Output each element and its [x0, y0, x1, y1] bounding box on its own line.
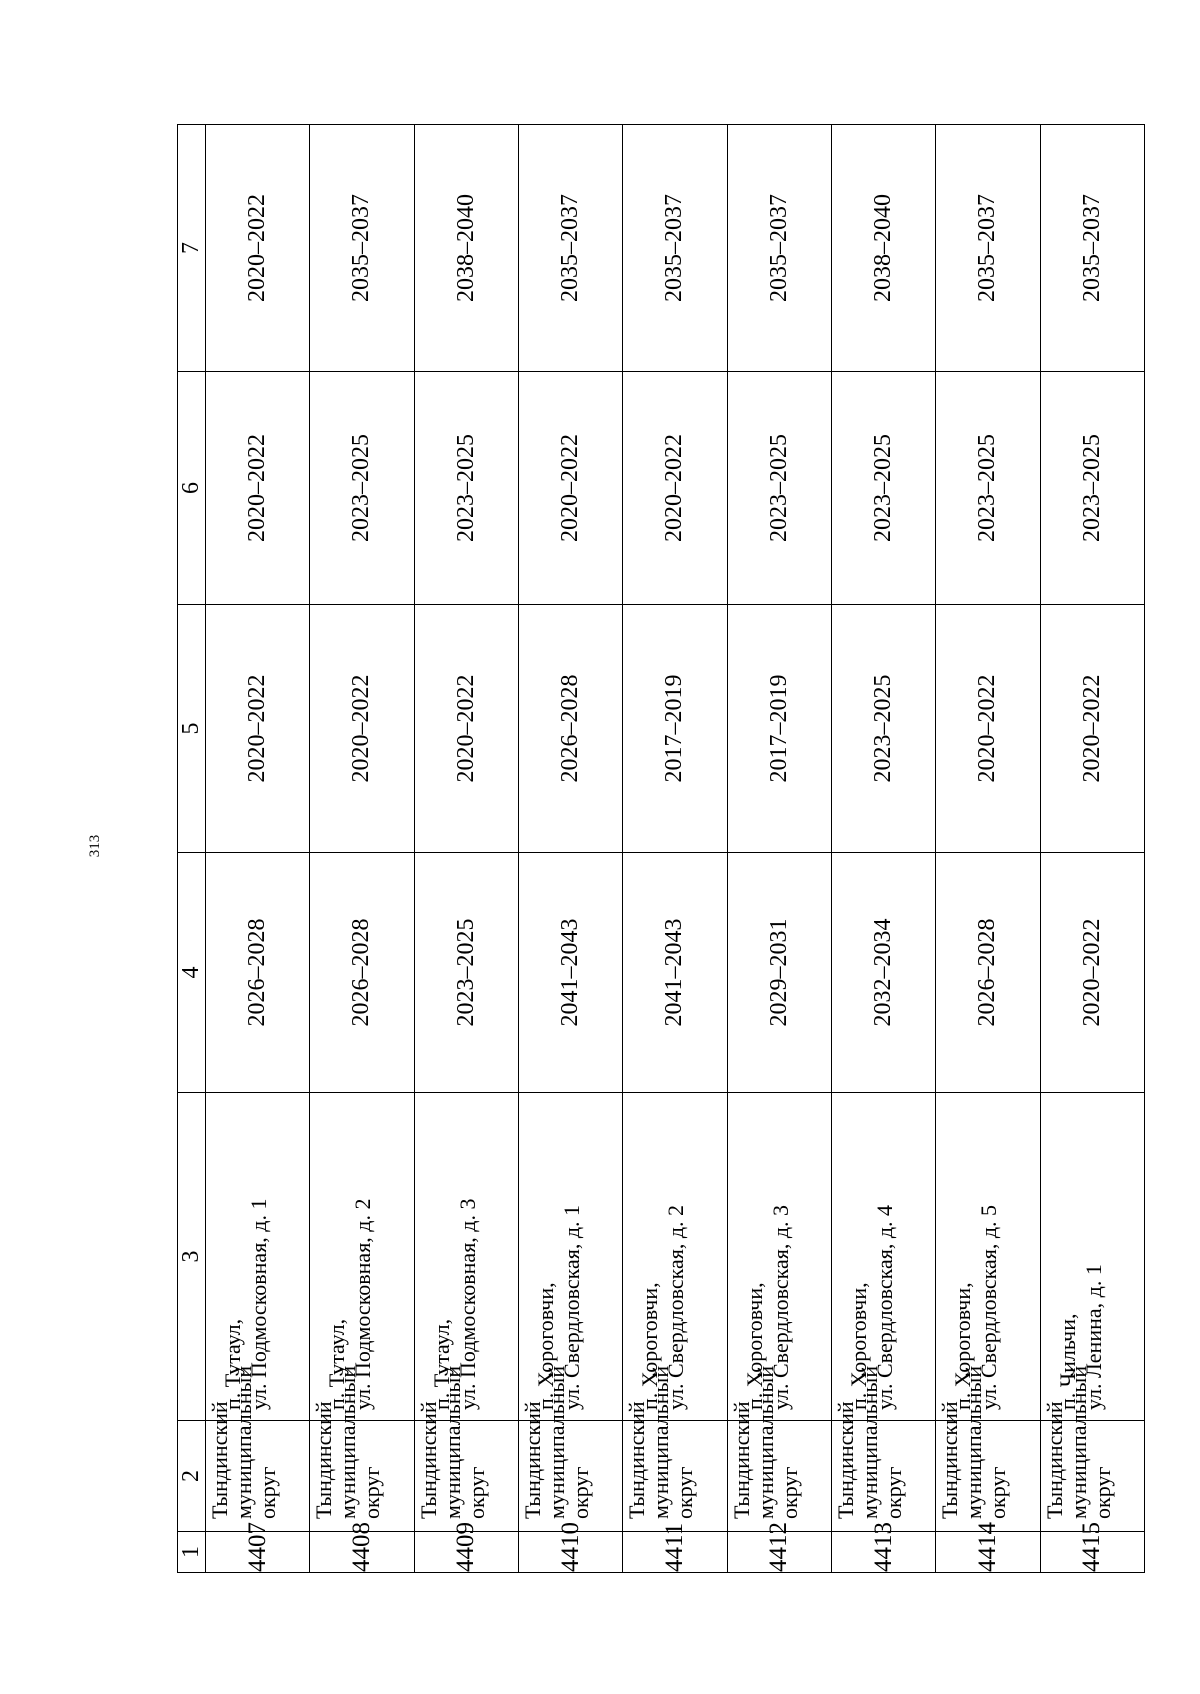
period-cell-5: 2026–2028 [518, 605, 622, 853]
table-row [310, 125, 414, 1573]
district-line: муниципальный [1065, 1365, 1091, 1519]
period-cell-5: 2017–2019 [727, 605, 831, 853]
district-line: муниципальный [335, 1365, 361, 1519]
period-cell-7: 2035–2037 [623, 125, 727, 372]
district-line: Тындинский [519, 1401, 545, 1519]
district-line: округ [985, 1466, 1011, 1519]
table-row [727, 125, 831, 1573]
district-cell [1040, 1365, 1144, 1532]
period-cell-7: 2020–2022 [206, 125, 310, 372]
row-number-cell: 4407 [206, 1532, 310, 1573]
district-cell [206, 1365, 310, 1532]
row-number-cell: 4413 [831, 1532, 935, 1573]
row-number-cell: 4414 [936, 1532, 1040, 1573]
column-header: 6 [178, 372, 206, 605]
district-line: округ [880, 1466, 906, 1519]
address-cell [831, 1093, 935, 1421]
district-line: округ [672, 1466, 698, 1519]
district-line: Тындинский [832, 1401, 858, 1519]
district-line: муниципальный [543, 1365, 569, 1519]
column-header: 3 [178, 1093, 206, 1421]
table-container [177, 125, 1145, 1573]
period-cell-7: 2035–2037 [936, 125, 1040, 372]
address-line: п. Чильчи, [1054, 1313, 1080, 1410]
period-cell-6: 2023–2025 [831, 372, 935, 605]
period-cell-7: 2038–2040 [831, 125, 935, 372]
period-cell-7: 2035–2037 [310, 125, 414, 372]
district-line: округ [1089, 1466, 1115, 1519]
table-row [414, 125, 518, 1573]
district-line: округ [359, 1466, 385, 1519]
address-line: п. Хороговчи, [845, 1282, 871, 1410]
address-line: п. Тутаул, [220, 1318, 245, 1410]
address-line: ул. Подмосковная, д. 3 [454, 1198, 480, 1410]
table-row [831, 125, 935, 1573]
address-cell [310, 1093, 414, 1421]
address-line: ул. Свердловская, д. 1 [558, 1204, 584, 1410]
period-cell-6: 2023–2025 [310, 372, 414, 605]
district-line: Тындинский [1041, 1401, 1067, 1519]
row-number-cell: 4408 [310, 1532, 414, 1573]
period-cell-4: 2029–2031 [727, 853, 831, 1093]
period-cell-7: 2035–2037 [1040, 125, 1144, 372]
period-cell-4: 2026–2028 [936, 853, 1040, 1093]
district-line: муниципальный [961, 1365, 987, 1519]
period-cell-6: 2023–2025 [936, 372, 1040, 605]
table-row [623, 125, 727, 1573]
row-number-cell: 4411 [623, 1532, 727, 1573]
period-cell-7: 2035–2037 [518, 125, 622, 372]
period-cell-4: 2026–2028 [206, 853, 310, 1093]
address-line: п. Хороговчи, [950, 1282, 976, 1410]
district-line: округ [567, 1466, 593, 1519]
address-line: ул. Свердловская, д. 3 [767, 1204, 793, 1410]
district-line: муниципальный [856, 1365, 882, 1519]
column-header: 7 [178, 125, 206, 372]
district-line: Тындинский [415, 1401, 441, 1519]
district-line: округ [463, 1466, 489, 1519]
district-line: округ [776, 1466, 802, 1519]
period-cell-4: 2023–2025 [414, 853, 518, 1093]
address-line: ул. Подмосковная, д. 1 [246, 1198, 271, 1410]
column-header: 1 [178, 1532, 206, 1573]
address-line: ул. Свердловская, д. 2 [663, 1204, 689, 1410]
period-cell-5: 2023–2025 [831, 605, 935, 853]
district-line: муниципальный [231, 1365, 256, 1519]
data-table [177, 124, 1145, 1573]
address-line: п. Тутаул, [428, 1318, 454, 1410]
period-cell-6: 2020–2022 [206, 372, 310, 605]
column-header: 2 [178, 1421, 206, 1532]
address-line: п. Тутаул, [324, 1318, 350, 1410]
district-cell [414, 1365, 518, 1532]
period-cell-4: 2041–2043 [518, 853, 622, 1093]
address-line: ул. Ленина, д. 1 [1080, 1264, 1106, 1410]
column-header: 4 [178, 853, 206, 1093]
address-cell [414, 1093, 518, 1421]
address-cell [1040, 1093, 1144, 1421]
header-row [178, 125, 206, 1573]
address-line: ул. Свердловская, д. 5 [976, 1204, 1002, 1410]
period-cell-4: 2026–2028 [310, 853, 414, 1093]
address-cell [727, 1093, 831, 1421]
period-cell-5: 2020–2022 [310, 605, 414, 853]
period-cell-4: 2032–2034 [831, 853, 935, 1093]
table-row [936, 125, 1040, 1573]
district-cell [310, 1365, 414, 1532]
address-cell [518, 1093, 622, 1421]
district-line: муниципальный [752, 1365, 778, 1519]
table-row [518, 125, 622, 1573]
period-cell-6: 2023–2025 [414, 372, 518, 605]
address-line: п. Хороговчи, [532, 1282, 558, 1410]
period-cell-6: 2020–2022 [518, 372, 622, 605]
period-cell-6: 2023–2025 [1040, 372, 1144, 605]
district-line: Тындинский [207, 1401, 232, 1519]
address-cell [206, 1093, 310, 1421]
period-cell-5: 2020–2022 [206, 605, 310, 853]
column-header: 5 [178, 605, 206, 853]
district-line: Тындинский [728, 1401, 754, 1519]
address-line: п. Хороговчи, [637, 1282, 663, 1410]
address-cell [936, 1093, 1040, 1421]
district-line: муниципальный [439, 1365, 465, 1519]
period-cell-7: 2035–2037 [727, 125, 831, 372]
district-line: муниципальный [648, 1365, 674, 1519]
district-cell [936, 1365, 1040, 1532]
period-cell-5: 2020–2022 [414, 605, 518, 853]
district-line: Тындинский [311, 1401, 337, 1519]
row-number-cell: 4412 [727, 1532, 831, 1573]
address-line: п. Хороговчи, [741, 1282, 767, 1410]
district-cell [831, 1365, 935, 1532]
district-line: Тындинский [624, 1401, 650, 1519]
period-cell-5: 2017–2019 [623, 605, 727, 853]
period-cell-5: 2020–2022 [1040, 605, 1144, 853]
table-row [1040, 125, 1144, 1573]
row-number-cell: 4409 [414, 1532, 518, 1573]
page-number: 313 [87, 834, 103, 858]
table-row [206, 125, 310, 1573]
district-line: округ [255, 1466, 280, 1519]
district-cell [518, 1365, 622, 1532]
row-number-cell: 4410 [518, 1532, 622, 1573]
period-cell-4: 2020–2022 [1040, 853, 1144, 1093]
row-number-cell: 4415 [1040, 1532, 1144, 1573]
period-cell-6: 2023–2025 [727, 372, 831, 605]
district-line: Тындинский [937, 1401, 963, 1519]
address-cell [623, 1093, 727, 1421]
district-cell [727, 1365, 831, 1532]
address-line: ул. Свердловская, д. 4 [871, 1204, 897, 1410]
address-line: ул. Подмосковная, д. 2 [350, 1198, 376, 1410]
period-cell-7: 2038–2040 [414, 125, 518, 372]
period-cell-4: 2041–2043 [623, 853, 727, 1093]
district-cell [623, 1365, 727, 1532]
period-cell-5: 2020–2022 [936, 605, 1040, 853]
period-cell-6: 2020–2022 [623, 372, 727, 605]
